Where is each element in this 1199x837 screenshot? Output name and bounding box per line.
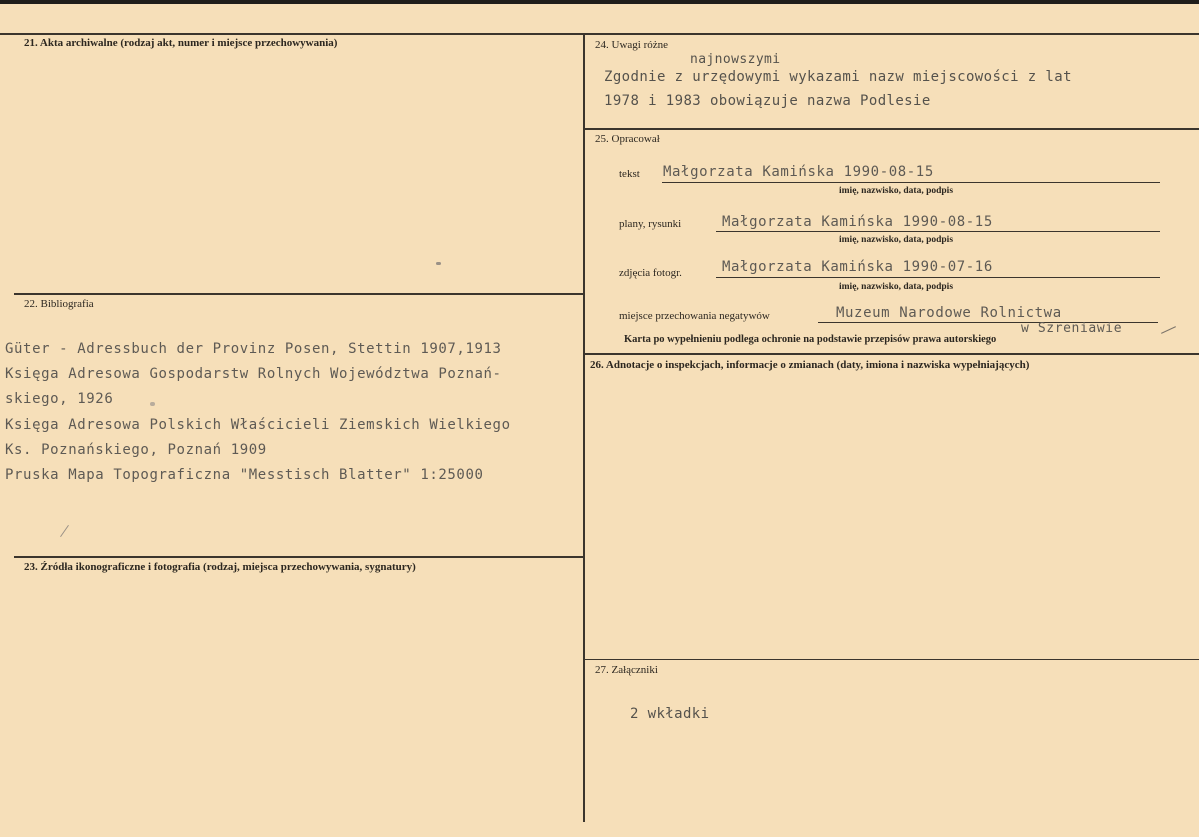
divider-24-25 xyxy=(584,128,1199,130)
bibliography-line: Księga Adresowa Gospodarstw Rolnych Województwa Poznań- xyxy=(5,366,502,382)
divider-26-27 xyxy=(584,659,1199,660)
negatives-value: Muzeum Narodowe Rolnictwa xyxy=(836,305,1062,321)
bibliography-line: Księga Adresowa Polskich Właścicieli Ziemskich Wielkiego xyxy=(5,417,511,433)
signature-line xyxy=(662,182,1160,183)
top-border xyxy=(0,33,1199,35)
attachments-value: 2 wkładki xyxy=(630,706,710,722)
remark-insert: najnowszymi xyxy=(690,52,781,67)
signature-line xyxy=(716,231,1160,232)
author-row-value: Małgorzata Kamińska 1990-08-15 xyxy=(722,214,993,230)
paper-mark xyxy=(150,402,155,406)
section-23-label: 23. Źródła ikonograficzne i fotografia (rodzaj, miejsca przechowywania, sygnatury) xyxy=(24,561,416,573)
paper-mark xyxy=(436,262,441,265)
copyright-notice: Karta po wypełnieniu podlega ochronie na podstawie przepisów prawa autorskiego xyxy=(624,334,997,345)
center-divider xyxy=(583,34,585,822)
author-row-label: tekst xyxy=(619,168,640,180)
record-card xyxy=(0,4,1199,837)
bibliography-line: Pruska Mapa Topograficzna "Messtisch Blatter" 1:25000 xyxy=(5,467,484,483)
negatives-value-location: w Szreniawie xyxy=(1021,321,1123,336)
signature-hint: imię, nazwisko, data, podpis xyxy=(839,282,954,292)
divider-21-22 xyxy=(14,293,584,295)
author-row-label: zdjęcia fotogr. xyxy=(619,267,682,279)
section-22-label: 22. Bibliografia xyxy=(24,298,94,310)
section-25-label: 25. Opracował xyxy=(595,133,660,145)
section-27-label: 27. Załączniki xyxy=(595,664,658,676)
author-row-value: Małgorzata Kamińska 1990-08-15 xyxy=(663,164,934,180)
divider-25-26 xyxy=(584,353,1199,355)
signature-hint: imię, nazwisko, data, podpis xyxy=(839,235,954,245)
paper-mark xyxy=(1161,326,1176,334)
remark-line: 1978 i 1983 obowiązuje nazwa Podlesie xyxy=(604,93,931,109)
author-row-value: Małgorzata Kamińska 1990-07-16 xyxy=(722,259,993,275)
bibliography-line: Ks. Poznańskiego, Poznań 1909 xyxy=(5,442,267,458)
author-row-label: plany, rysunki xyxy=(619,218,682,230)
section-26-label: 26. Adnotacje o inspekcjach, informacje o zmianach (daty, imiona i nazwiska wypełniających) xyxy=(590,359,1030,371)
bibliography-line: Güter - Adressbuch der Provinz Posen, Stettin 1907,1913 xyxy=(5,341,502,357)
section-24-label: 24. Uwagi różne xyxy=(595,39,669,51)
bibliography-line: skiego, 1926 xyxy=(5,391,114,407)
signature-line xyxy=(716,277,1160,278)
signature-hint: imię, nazwisko, data, podpis xyxy=(839,186,954,196)
divider-22-23 xyxy=(14,556,584,558)
negatives-label: miejsce przechowania negatywów xyxy=(619,310,770,322)
remark-line: Zgodnie z urzędowymi wykazami nazw miejscowości z lat xyxy=(604,69,1072,85)
paper-mark xyxy=(60,525,69,537)
section-21-label: 21. Akta archiwalne (rodzaj akt, numer i miejsce przechowywania) xyxy=(24,37,338,49)
